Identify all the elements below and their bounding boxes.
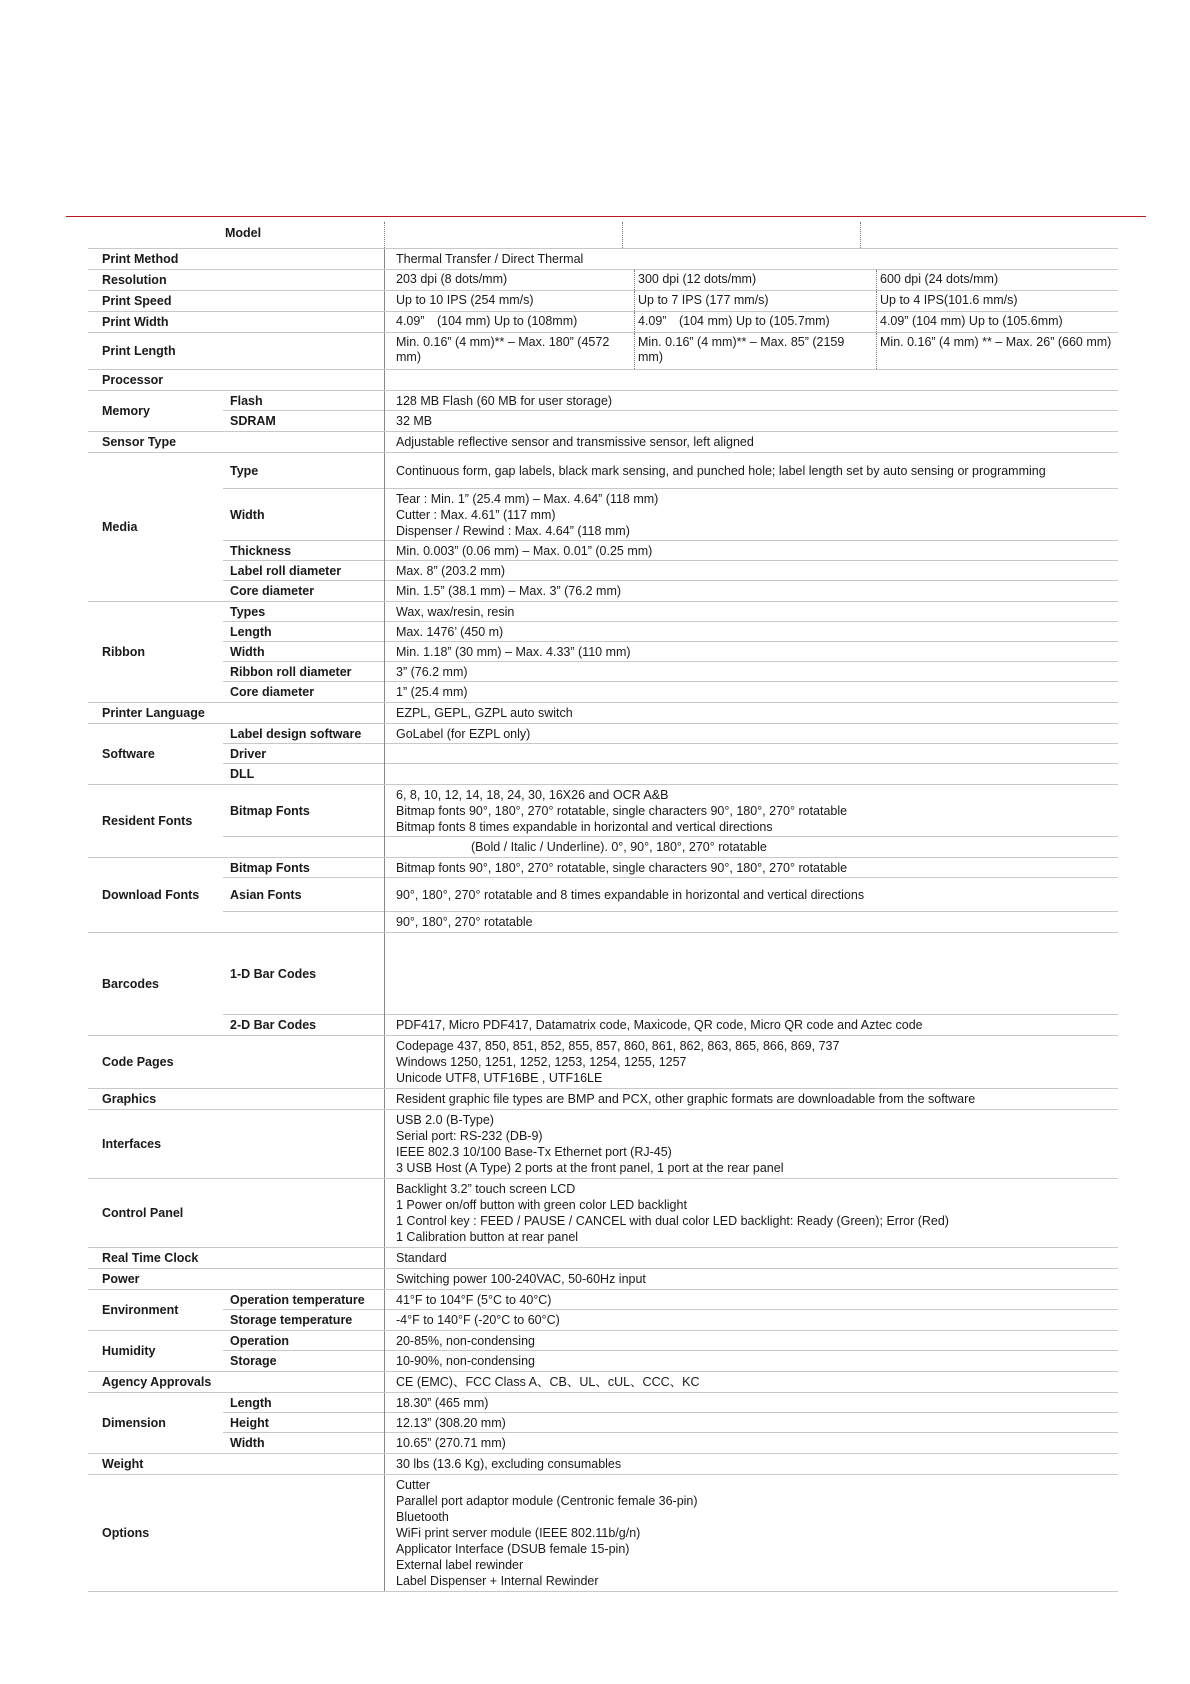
row-values [384, 270, 1118, 290]
model-col-3 [860, 222, 1099, 248]
spec-row [88, 333, 1118, 370]
row-label: Software [102, 747, 155, 761]
spec-row [88, 453, 1118, 602]
row-label: Code Pages [102, 1055, 174, 1069]
sub-label: Width [223, 489, 384, 541]
spec-value: Wax, wax/resin, resin [385, 602, 1118, 622]
row-label-cell [88, 1290, 384, 1330]
row-label-cell [88, 602, 384, 702]
sub-label: Type [223, 453, 384, 489]
row-label: Options [102, 1526, 150, 1540]
row-values [384, 432, 1118, 452]
spec-value: 30 lbs (13.6 Kg), excluding consumables [396, 1457, 622, 1471]
model-value: 4.09” (104 mm) Up to (105.6mm) [876, 312, 1118, 332]
sub-label: Core diameter [230, 584, 315, 598]
spec-value: Min. 1.5” (38.1 mm) – Max. 3” (76.2 mm) [396, 584, 622, 598]
spec-value: Bitmap fonts 90°, 180°, 270° rotatable, single characters 90°, 180°, 270° rotatable [385, 858, 1118, 878]
sub-label: SDRAM [230, 414, 276, 428]
spec-table [88, 222, 1118, 1592]
row-label-cell [88, 1269, 384, 1289]
row-label: Dimension [102, 1416, 166, 1430]
row-label: Humidity [102, 1344, 156, 1358]
model-value: 203 dpi (8 dots/mm) [396, 272, 508, 286]
spec-row [88, 370, 1118, 391]
row-label-cell [88, 1454, 384, 1474]
spec-value: 3” (76.2 mm) [385, 662, 1118, 682]
sub-labels [223, 933, 384, 1035]
spec-row [88, 1331, 1118, 1372]
sub-label: Ribbon roll diameter [223, 662, 384, 682]
spec-value: 10.65” (270.71 mm) [396, 1436, 506, 1450]
row-label-cell [88, 370, 384, 390]
row-values [384, 1331, 1118, 1371]
row-values [384, 1179, 1118, 1247]
spec-value: Switching power 100-240VAC, 50-60Hz input [396, 1272, 646, 1286]
row-label-cell [88, 1372, 384, 1392]
sub-labels [223, 1393, 384, 1453]
spec-value: 41°F to 104°F (5°C to 40°C) [385, 1290, 1118, 1310]
spec-row [88, 432, 1118, 453]
spec-row [88, 1290, 1118, 1331]
row-label-cell [88, 1110, 384, 1178]
row-values [384, 1110, 1118, 1178]
row-label: Sensor Type [102, 435, 177, 449]
model-value: Min. 0.16” (4 mm)** – Max. 180” (4572 mm) [396, 335, 610, 364]
row-values [384, 1089, 1118, 1109]
model-value: 4.09” (104 mm) Up to (105.7mm) [634, 312, 876, 332]
row-label: Print Width [102, 315, 169, 329]
spec-value: Max. 1476’ (450 m) [385, 622, 1118, 642]
spec-row [88, 391, 1118, 432]
sub-label: Label design software [223, 724, 384, 744]
row-label-cell [88, 785, 384, 857]
spec-row [88, 270, 1118, 291]
row-label-cell [88, 1475, 384, 1591]
sub-label: Bitmap Fonts [223, 858, 384, 878]
model-value: 300 dpi (12 dots/mm) [634, 270, 876, 290]
model-col-2 [622, 222, 861, 248]
sub-label: Width [223, 642, 384, 662]
model-value: Up to 4 IPS(101.6 mm/s) [876, 291, 1118, 311]
spec-row [88, 724, 1118, 785]
row-values [384, 1269, 1118, 1289]
spec-value: -4°F to 140°F (-20°C to 60°C) [396, 1313, 560, 1327]
spec-value: 1” (25.4 mm) [396, 685, 468, 699]
spec-row [88, 1393, 1118, 1454]
row-values [384, 602, 1118, 702]
spec-value: 12.13” (308.20 mm) [385, 1413, 1118, 1433]
row-values [384, 1248, 1118, 1268]
row-label: Graphics [102, 1092, 157, 1106]
model-values [385, 270, 1118, 290]
sub-label: Operation temperature [223, 1290, 384, 1310]
spec-row [88, 703, 1118, 724]
spec-value: Adjustable reflective sensor and transmissive sensor, left aligned [396, 435, 754, 449]
spec-value: GoLabel (for EZPL only) [385, 724, 1118, 744]
spec-value: Cutter Parallel port adaptor module (Centronic female 36-pin) Bluetooth WiFi print server module (IEEE 802.11b/g/n) Applicator Interface (DSUB female 15-pin) External label rewinder Label Dispenser + Internal Rewinder [396, 1478, 698, 1588]
sub-label: Length [223, 1393, 384, 1413]
spec-value: USB 2.0 (B-Type) Serial port: RS-232 (DB-9) IEEE 802.3 10/100 Base-Tx Ethernet port (RJ-45) 3 USB Host (A Type) 2 ports at the front panel, 1 port at the rear panel [396, 1113, 784, 1175]
row-label-cell [88, 1089, 384, 1109]
spec-value: Standard [396, 1251, 447, 1265]
spec-value: 20-85%, non-condensing [385, 1331, 1118, 1351]
model-value: Up to 7 IPS (177 mm/s) [634, 291, 876, 311]
spec-value: 128 MB Flash (60 MB for user storage) [385, 391, 1118, 411]
spec-value: Backlight 3.2” touch screen LCD 1 Power on/off button with green color LED backlight 1 Control key : FEED / PAUSE / CANCEL with dual color LED backlight: Ready (Green); Error (Red) 1 Calibration button at rear panel [396, 1182, 949, 1244]
row-label: Interfaces [102, 1137, 162, 1151]
sub-labels [223, 724, 384, 784]
sub-label [223, 837, 384, 857]
model-col-1 [384, 222, 623, 248]
spec-value: 10-90%, non-condensing [396, 1354, 535, 1368]
spec-value: Resident graphic file types are BMP and PCX, other graphic formats are downloadable from the software [396, 1092, 976, 1106]
row-label: Ribbon [102, 645, 146, 659]
model-values [385, 333, 1118, 369]
spec-value: Max. 8” (203.2 mm) [385, 561, 1118, 581]
sub-label: Core diameter [230, 685, 315, 699]
row-label: Processor [102, 373, 164, 387]
row-values [384, 724, 1118, 784]
sub-labels [223, 391, 384, 431]
row-label: Control Panel [102, 1206, 184, 1220]
row-label-cell [88, 312, 384, 332]
spec-value [385, 370, 1118, 390]
row-values [384, 333, 1118, 369]
row-label: Environment [102, 1303, 179, 1317]
spec-row [88, 785, 1118, 858]
sub-label: Types [223, 602, 384, 622]
row-values [384, 933, 1118, 1035]
spec-value: Tear : Min. 1” (25.4 mm) – Max. 4.64” (118 mm) Cutter : Max. 4.61” (117 mm) Dispenser / Rewind : Max. 4.64” (118 mm) [385, 489, 1118, 541]
row-values [384, 370, 1118, 390]
row-label-cell [88, 432, 384, 452]
spec-row [88, 1179, 1118, 1248]
spec-value: Continuous form, gap labels, black mark sensing, and punched hole; label length set by auto sensing or programming [385, 453, 1118, 489]
row-label-cell [88, 1036, 384, 1088]
spec-value: Codepage 437, 850, 851, 852, 855, 857, 860, 861, 862, 863, 865, 866, 869, 737 Windows 1250, 1251, 1252, 1253, 1254, 1255, 1257 Unicode UTF8, UTF16BE , UTF16LE [396, 1039, 840, 1085]
sub-label: Storage temperature [230, 1313, 353, 1327]
row-label-cell [88, 858, 384, 932]
row-values [384, 785, 1118, 857]
row-values [384, 1372, 1118, 1392]
row-label-cell [88, 1331, 384, 1371]
model-label: Model [225, 226, 262, 240]
row-values [384, 1036, 1118, 1088]
row-label: Weight [102, 1457, 144, 1471]
spec-row [88, 1454, 1118, 1475]
sub-labels [223, 602, 384, 702]
model-header-row [88, 222, 1118, 249]
sub-labels [223, 1331, 384, 1371]
row-label: Print Method [102, 252, 179, 266]
spec-value: Thermal Transfer / Direct Thermal [396, 252, 584, 266]
row-label-cell [88, 1179, 384, 1247]
spec-row [88, 1248, 1118, 1269]
sub-labels [223, 453, 384, 601]
sub-label: Thickness [223, 541, 384, 561]
sub-label: Length [223, 622, 384, 642]
row-label: Memory [102, 404, 150, 418]
spec-value: PDF417, Micro PDF417, Datamatrix code, Maxicode, QR code, Micro QR code and Aztec code [396, 1018, 923, 1032]
row-label-cell [88, 391, 384, 431]
sub-label: Flash [223, 391, 384, 411]
row-values [384, 249, 1118, 269]
sub-label: 2-D Bar Codes [230, 1018, 317, 1032]
row-label: Real Time Clock [102, 1251, 199, 1265]
spec-value: 90°, 180°, 270° rotatable [396, 915, 533, 929]
sub-label: DLL [230, 767, 255, 781]
sub-label: Storage [230, 1354, 277, 1368]
row-label-cell [88, 291, 384, 311]
sub-label: Label roll diameter [223, 561, 384, 581]
row-label: Print Speed [102, 294, 172, 308]
model-value: 4.09” (104 mm) Up to (108mm) [396, 314, 578, 328]
row-values [384, 1290, 1118, 1330]
row-label: Resident Fonts [102, 814, 193, 828]
row-label: Print Length [102, 344, 176, 358]
row-values [384, 391, 1118, 431]
row-values [384, 858, 1118, 932]
row-label: Power [102, 1272, 140, 1286]
spec-row [88, 933, 1118, 1036]
sub-label: Bitmap Fonts [223, 785, 384, 837]
row-values [384, 1393, 1118, 1453]
sub-label: Driver [223, 744, 384, 764]
model-value: Up to 10 IPS (254 mm/s) [396, 293, 534, 307]
spec-value: 18.30” (465 mm) [385, 1393, 1118, 1413]
row-values [384, 312, 1118, 332]
row-label: Agency Approvals [102, 1375, 212, 1389]
row-label-cell [88, 270, 384, 290]
spec-row [88, 1372, 1118, 1393]
row-label: Resolution [102, 273, 167, 287]
spec-value [385, 933, 1118, 1015]
sub-label: Operation [223, 1331, 384, 1351]
spec-row [88, 602, 1118, 703]
spec-row [88, 249, 1118, 270]
sub-label: 1-D Bar Codes [223, 933, 384, 1015]
row-label: Media [102, 520, 138, 534]
spec-row [88, 291, 1118, 312]
row-label: Download Fonts [102, 888, 200, 902]
model-values [385, 312, 1118, 332]
row-label-cell [88, 933, 384, 1035]
row-values [384, 703, 1118, 723]
row-label-cell [88, 724, 384, 784]
spec-value [385, 744, 1118, 764]
row-label: Barcodes [102, 977, 159, 991]
model-value: Min. 0.16” (4 mm)** – Max. 85” (2159 mm) [634, 333, 876, 369]
spec-rows [88, 249, 1118, 1592]
spec-value: 32 MB [396, 414, 433, 428]
spec-value: Min. 0.003” (0.06 mm) – Max. 0.01” (0.25 mm) [385, 541, 1118, 561]
spec-value: CE (EMC)、FCC Class A、CB、UL、cUL、CCC、KC [396, 1375, 700, 1389]
sub-label: Asian Fonts [223, 878, 384, 912]
spec-row [88, 312, 1118, 333]
row-label-cell [88, 1248, 384, 1268]
sub-label: Height [223, 1413, 384, 1433]
spec-row [88, 1110, 1118, 1179]
model-values [385, 291, 1118, 311]
spec-value: 90°, 180°, 270° rotatable and 8 times expandable in horizontal and vertical directions [385, 878, 1118, 912]
spec-row [88, 858, 1118, 933]
spec-value: EZPL, GEPL, GZPL auto switch [396, 706, 573, 720]
spec-row [88, 1089, 1118, 1110]
row-values [384, 291, 1118, 311]
row-label-cell [88, 1393, 384, 1453]
sub-labels [223, 785, 384, 857]
row-label: Printer Language [102, 706, 205, 720]
spec-value [385, 764, 1118, 784]
header-rule [66, 216, 1146, 217]
row-label-cell [88, 249, 384, 269]
sub-label: Width [230, 1436, 265, 1450]
row-label-cell [88, 703, 384, 723]
spec-value: 6, 8, 10, 12, 14, 18, 24, 30, 16X26 and OCR A&B Bitmap fonts 90°, 180°, 270° rotatable, single characters 90°, 180°, 270° rotatable Bitmap fonts 8 times expandable in horizontal and vertical directions [385, 785, 1118, 837]
sub-labels [223, 1290, 384, 1330]
model-value: Min. 0.16” (4 mm) ** – Max. 26” (660 mm) [876, 333, 1118, 369]
row-label-cell [88, 453, 384, 601]
sub-label [223, 912, 384, 932]
sub-labels [223, 858, 384, 932]
row-label-cell [88, 333, 384, 369]
row-values [384, 1454, 1118, 1474]
model-value: 600 dpi (24 dots/mm) [876, 270, 1118, 290]
spec-value: Min. 1.18” (30 mm) – Max. 4.33” (110 mm) [385, 642, 1118, 662]
spec-row [88, 1475, 1118, 1592]
row-values [384, 1475, 1118, 1591]
spec-row [88, 1269, 1118, 1290]
row-values [384, 453, 1118, 601]
spec-row [88, 1036, 1118, 1089]
spec-value: (Bold / Italic / Underline). 0°, 90°, 180°, 270° rotatable [396, 840, 767, 854]
